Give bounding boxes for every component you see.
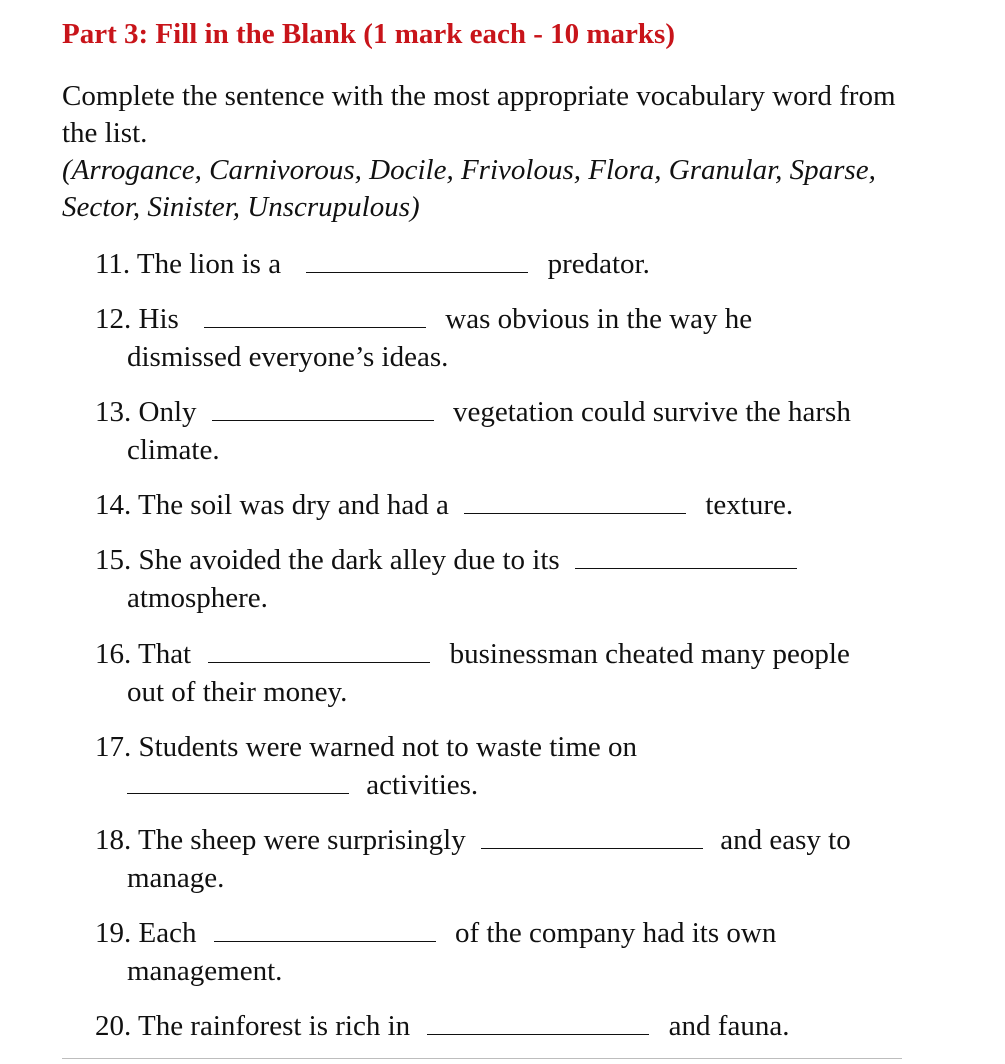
question-continuation: climate. <box>127 434 220 466</box>
question-text: 20. The rainforest is rich in <box>95 1010 411 1042</box>
question-continuation: out of their money. <box>127 676 348 708</box>
answer-blank[interactable] <box>575 542 797 569</box>
question-text: activities. <box>366 769 479 801</box>
question-11 <box>95 245 975 283</box>
answer-blank[interactable] <box>208 636 430 663</box>
answer-blank[interactable] <box>464 487 686 514</box>
question-text: of the company had its own <box>454 917 777 949</box>
question-text: 17. Students were warned not to waste time on <box>95 731 638 763</box>
instructions: Complete the sentence with the most appropriate vocabulary word from the list. <box>62 80 896 149</box>
question-13 <box>95 393 975 469</box>
answer-blank[interactable] <box>127 767 349 794</box>
question-text: texture. <box>705 489 794 521</box>
section-title: Part 3: Fill in the Blank (1 mark each - 10 marks) <box>62 18 675 50</box>
question-20 <box>95 1007 975 1045</box>
question-continuation: management. <box>127 955 283 987</box>
question-text: 15. She avoided the dark alley due to its <box>95 544 560 576</box>
question-16 <box>95 635 975 711</box>
answer-blank[interactable] <box>427 1008 649 1035</box>
word-list: (Arrogance, Carnivorous, Docile, Frivolous, Flora, Granular, Sparse, Sector, Sinister, Unscrupulous) <box>62 154 876 223</box>
answer-blank[interactable] <box>212 394 434 421</box>
question-text: 18. The sheep were surprisingly <box>95 824 466 856</box>
question-text: 16. That <box>95 638 192 670</box>
question-text: and easy to <box>720 824 851 856</box>
answer-blank[interactable] <box>481 822 703 849</box>
answer-blank[interactable] <box>306 246 528 273</box>
question-text: vegetation could survive the harsh <box>453 396 851 428</box>
question-text: predator. <box>547 248 650 280</box>
question-text: businessman cheated many people <box>449 638 850 670</box>
question-continuation: manage. <box>127 862 225 894</box>
question-continuation: dismissed everyone’s ideas. <box>127 341 449 373</box>
question-text: 12. His <box>95 303 179 335</box>
question-19 <box>95 914 975 990</box>
question-text: 13. Only <box>95 396 197 428</box>
question-15 <box>95 541 975 617</box>
question-text: and fauna. <box>668 1010 790 1042</box>
question-text: 14. The soil was dry and had a <box>95 489 449 521</box>
question-17 <box>95 728 975 804</box>
question-18 <box>95 821 975 897</box>
question-continuation <box>95 766 975 804</box>
question-continuation: atmosphere. <box>127 582 268 614</box>
question-text: 19. Each <box>95 917 197 949</box>
question-14 <box>95 486 975 524</box>
answer-blank[interactable] <box>214 915 436 942</box>
question-12 <box>95 300 975 376</box>
question-text: 11. The lion is a <box>95 248 282 280</box>
question-text: was obvious in the way he <box>445 303 753 335</box>
answer-blank[interactable] <box>204 301 426 328</box>
bottom-divider <box>62 1058 902 1059</box>
